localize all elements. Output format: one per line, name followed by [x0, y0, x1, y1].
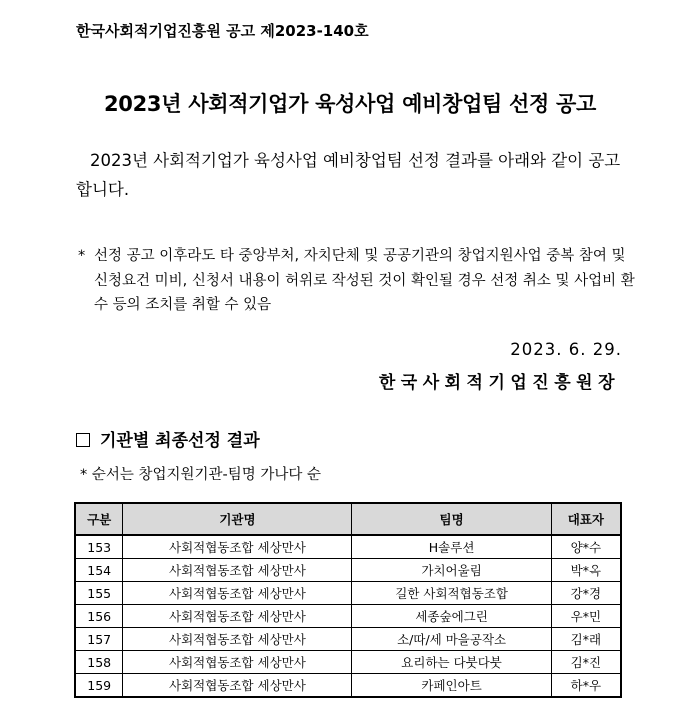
- cell-team: 요리하는 다붓다붓: [352, 651, 551, 674]
- cell-representative: 박*옥: [551, 559, 621, 582]
- announcement-text: 2023년 사회적기업가 육성사업 예비창업팀 선정 결과를 아래와 같이 공고합니다.: [76, 151, 621, 199]
- cell-team: 가치어울림: [352, 559, 551, 582]
- table-row: [75, 582, 621, 605]
- cell-representative: 하*우: [551, 674, 621, 698]
- column-header-no: 구분: [75, 503, 123, 535]
- cell-team: 세종숲에그린: [352, 605, 551, 628]
- announcement-paragraph: [76, 146, 636, 204]
- cell-representative: 김*진: [551, 651, 621, 674]
- column-header-representative: 대표자: [551, 503, 621, 535]
- cell-team: 길한 사회적협동조합: [352, 582, 551, 605]
- cell-representative: 김*래: [551, 628, 621, 651]
- section-heading-text: 기관별 최종선정 결과: [100, 431, 260, 451]
- cell-institution: 사회적협동조합 세상만사: [123, 559, 352, 582]
- cell-team: H솔루션: [352, 535, 551, 559]
- results-table: [74, 502, 622, 698]
- cell-institution: 사회적협동조합 세상만사: [123, 535, 352, 559]
- cell-no: 158: [75, 651, 123, 674]
- issuer-name: 한국사회적기업진흥원장: [378, 373, 620, 393]
- table-row: [75, 535, 621, 559]
- table-row: [75, 651, 621, 674]
- cell-representative: 양*수: [551, 535, 621, 559]
- cell-institution: 사회적협동조합 세상만사: [123, 628, 352, 651]
- disclaimer-note: [78, 244, 638, 318]
- notice-number: 한국사회적기업진흥원 공고 제2023-140호: [76, 22, 369, 40]
- cell-institution: 사회적협동조합 세상만사: [123, 582, 352, 605]
- square-bullet-icon: [76, 433, 90, 447]
- cell-no: 159: [75, 674, 123, 698]
- cell-representative: 강*경: [551, 582, 621, 605]
- column-header-team: 팀명: [352, 503, 551, 535]
- cell-no: 154: [75, 559, 123, 582]
- cell-no: 156: [75, 605, 123, 628]
- section-heading: [76, 426, 260, 451]
- table-header-row: [75, 503, 621, 535]
- cell-no: 153: [75, 535, 123, 559]
- announcement-date: 2023. 6. 29.: [510, 340, 622, 359]
- cell-institution: 사회적협동조합 세상만사: [123, 605, 352, 628]
- table-row: [75, 559, 621, 582]
- cell-no: 155: [75, 582, 123, 605]
- cell-no: 157: [75, 628, 123, 651]
- cell-institution: 사회적협동조합 세상만사: [123, 651, 352, 674]
- table-row: [75, 628, 621, 651]
- table-row: [75, 605, 621, 628]
- cell-team: 카페인아트: [352, 674, 551, 698]
- table-row: [75, 674, 621, 698]
- cell-institution: 사회적협동조합 세상만사: [123, 674, 352, 698]
- column-header-institution: 기관명: [123, 503, 352, 535]
- cell-team: 소/따/세 마을공작소: [352, 628, 551, 651]
- page-title: 2023년 사회적기업가 육성사업 예비창업팀 선정 공고: [103, 92, 597, 116]
- disclaimer-text: 선정 공고 이후라도 타 중앙부처, 자치단체 및 공공기관의 창업지원사업 중복 참여 및 신청요건 미비, 신청서 내용이 허위로 작성된 것이 확인될 경우 선정 취소 및 사업비 환수 등의 조치를 취할 수 있음: [94, 248, 635, 313]
- order-note: * 순서는 창업지원기관-팀명 가나다 순: [80, 467, 322, 483]
- asterisk-mark: *: [78, 248, 86, 264]
- cell-representative: 우*민: [551, 605, 621, 628]
